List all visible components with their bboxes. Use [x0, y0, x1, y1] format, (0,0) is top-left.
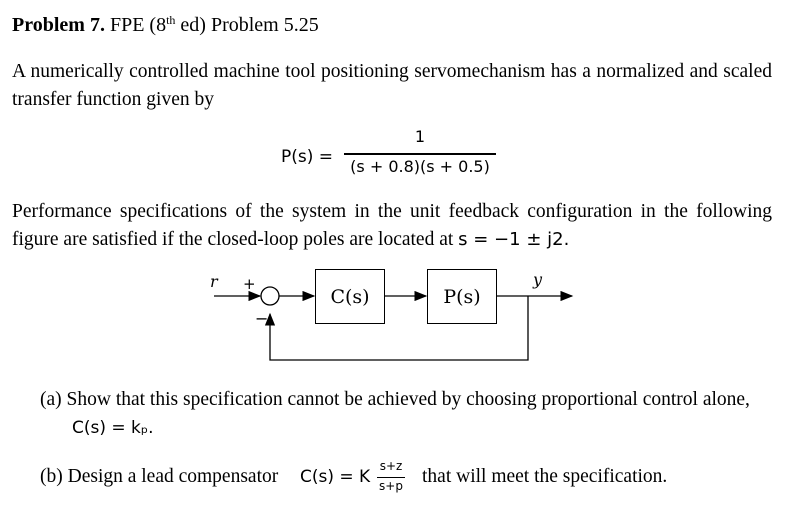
output-label: y: [533, 270, 543, 289]
problem-heading: [12, 14, 319, 37]
plant-label: P(s): [443, 285, 481, 308]
intro-paragraph: A numerically controlled machine tool positioning servomechanism has a normalized and scaled transfer function given by: [12, 61, 772, 110]
minus-sign: −: [255, 309, 269, 328]
spec-text: Performance specifications of the system in the unit feedback configuration in the following figure are satisfied if the closed-loop poles are located at: [12, 201, 772, 250]
plant-block: [427, 269, 497, 324]
controller-block: [315, 269, 385, 324]
part-a-math: C(s) = kₚ.: [72, 418, 154, 438]
part-b-prefix: (b) Design a lead compensator: [40, 466, 279, 487]
spec-poles: s = −1 ± j2.: [458, 229, 570, 250]
spec-paragraph: [12, 198, 772, 254]
summing-junction: [261, 287, 279, 305]
part-a-text: (a) Show that this specification cannot be achieved by choosing proportional control alone,: [40, 389, 750, 410]
tf-numerator: 1: [414, 127, 426, 146]
tf-lhs: P(s) =: [281, 147, 334, 167]
plus-sign: +: [243, 275, 256, 293]
tf-fraction-bar: [344, 153, 496, 155]
source-suffix: ed) Problem 5.25: [175, 14, 319, 36]
input-label: r: [210, 272, 218, 291]
controller-label: C(s): [330, 285, 370, 308]
source-superscript: th: [166, 13, 176, 27]
part-b-frac-bar: [377, 477, 405, 478]
tf-denominator: (s + 0.8)(s + 0.5): [350, 157, 490, 176]
source-prefix: FPE (8: [109, 14, 167, 36]
part-b-frac-num: s+z: [379, 459, 403, 473]
part-b-math: C(s) = K: [300, 467, 371, 487]
part-b-frac-den: s+p: [379, 479, 403, 493]
problem-label: Problem 7.: [12, 14, 105, 36]
part-b-suffix: that will meet the specification.: [422, 466, 668, 487]
